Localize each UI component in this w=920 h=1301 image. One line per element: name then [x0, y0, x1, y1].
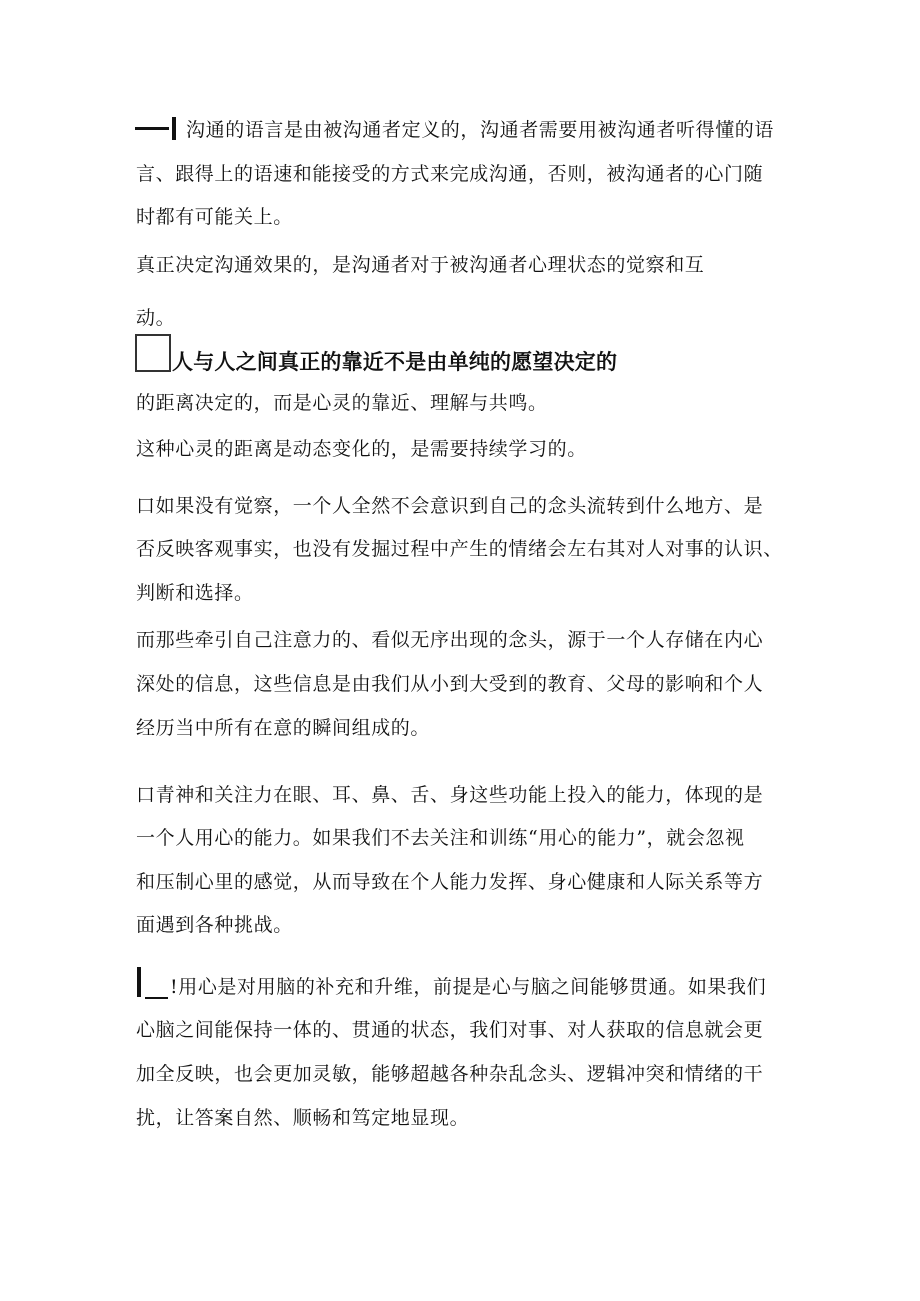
- bar-mark: [137, 967, 141, 997]
- paragraph-line: 真正决定沟通效果的，是沟通者对于被沟通者心理状态的觉察和互: [136, 254, 705, 276]
- underscore-mark: [145, 997, 168, 999]
- paragraph-line: 口如果没有觉察，一个人全然不会意识到自己的念头流转到什么地方、是: [136, 495, 764, 517]
- paragraph-line: 言、跟得上的语速和能接受的方式来完成沟通，否则，被沟通者的心门随: [136, 163, 764, 185]
- paragraph-line: 深处的信息，这些信息是由我们从小到大受到的教育、父母的影响和个人: [136, 673, 764, 695]
- dash-mark: [135, 127, 169, 130]
- paragraph-line: !用心是对用脑的补充和升维，前提是心与脑之间能够贯通。如果我们: [170, 976, 767, 998]
- paragraph-line: 加全反映，也会更加灵敏，能够超越各种杂乱念头、逻辑冲突和情绪的干: [136, 1063, 764, 1085]
- paragraph-line: 时都有可能关上。: [136, 206, 293, 228]
- checkbox-square-icon: [135, 334, 171, 372]
- paragraph-line: 沟通的语言是由被沟通者定义的，沟通者需要用被沟通者听得懂的语: [186, 119, 775, 141]
- paragraph-line: 否反映客观事实，也没有发掘过程中产生的情绪会左右其对人对事的认识、: [136, 538, 783, 560]
- paragraph-line: 和压制心里的感觉，从而导致在个人能力发挥、身心健康和人际关系等方: [136, 871, 764, 893]
- paragraph-line: 面遇到各种挑战。: [136, 914, 293, 936]
- paragraph-line: 经历当中所有在意的瞬间组成的。: [136, 717, 431, 739]
- paragraph-line: 一个人用心的能力。如果我们不去关注和训练“用心的能力”，就会忽视: [136, 827, 745, 849]
- paragraph-line: 心脑之间能保持一体的、贯通的状态，我们对事、对人获取的信息就会更: [136, 1019, 764, 1041]
- paragraph-line: 口青神和关注力在眼、耳、鼻、舌、身这些功能上投入的能力，体现的是: [136, 784, 764, 806]
- bar-mark: [172, 117, 176, 140]
- paragraph-line: 扰，让答案自然、顺畅和笃定地显现。: [136, 1107, 470, 1129]
- paragraph-line: 判断和选择。: [136, 582, 254, 604]
- paragraph-line: 这种心灵的距离是动态变化的，是需要持续学习的。: [136, 438, 587, 460]
- paragraph-line: 动。: [136, 307, 176, 329]
- paragraph-line: 的距离决定的，而是心灵的靠近、理解与共鸣。: [136, 392, 548, 414]
- paragraph-line: 而那些牵引自己注意力的、看似无序出现的念头，源于一个人存储在内心: [136, 629, 764, 651]
- section-heading: 人与人之间真正的靠近不是由单纯的愿望决定的: [172, 349, 618, 374]
